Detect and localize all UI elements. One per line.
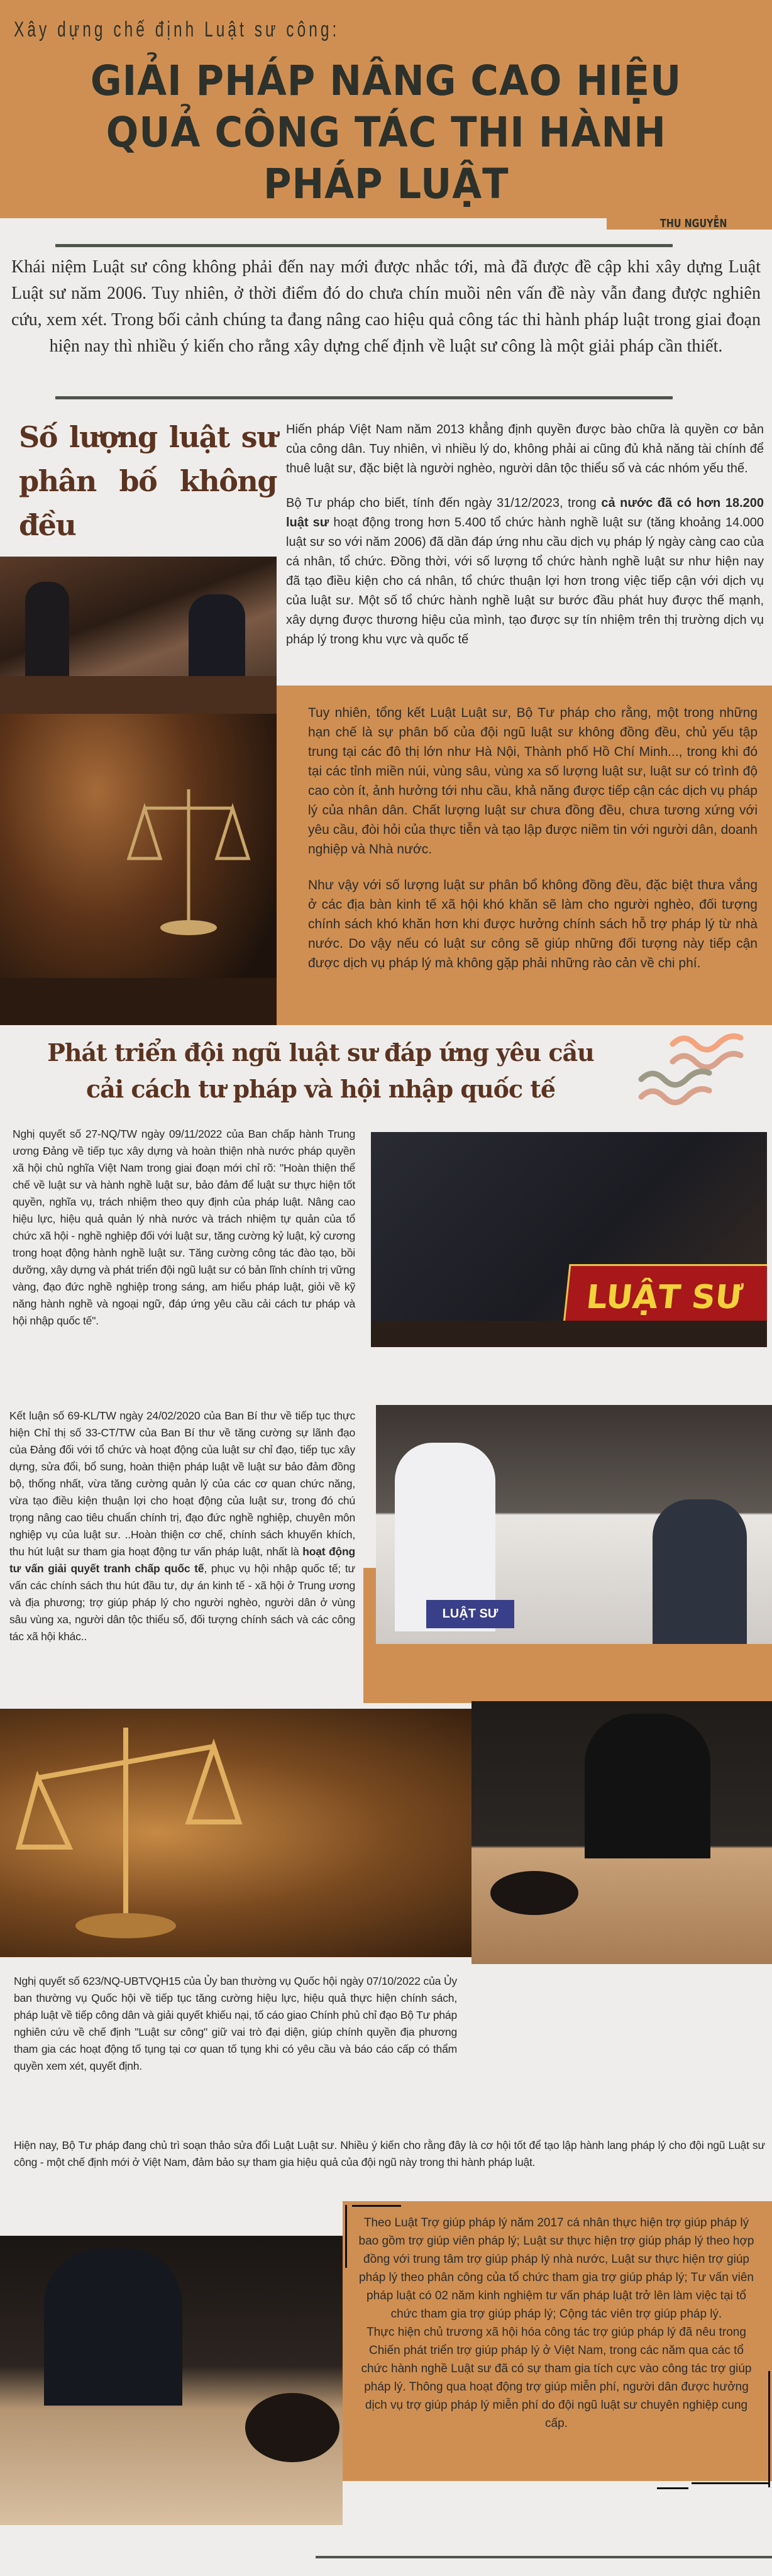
divider xyxy=(55,244,673,247)
desk xyxy=(0,676,277,714)
courtroom-lawyers-photo xyxy=(376,1405,772,1644)
gavel-icon xyxy=(245,2393,339,2462)
paragraph: Như vậy với số lượng luật sư phân bổ không đồng đều, đặc biệt thưa vắng ở các địa bàn kinh tế xã hội khó khăn sẽ làm cho người nghèo, đối tượng chính sách khó khăn hơn khi được hưởng chính sách hỗ trợ pháp lý từ nhà nước. Do vậy nếu có luật sư công sẽ giúp những đối tượng này tiếp cận được dịch vụ pháp lý mà không gặp phải những rào cản về chi phí. xyxy=(308,878,758,970)
paragraph xyxy=(9,1407,355,1645)
title-line: PHÁP LUẬT xyxy=(263,160,509,208)
lawyer-name-sign: LUẬT SƯ xyxy=(426,1600,514,1628)
page-title xyxy=(0,55,772,210)
highlight: cả nước đã có hơn 18.200 luật sư xyxy=(286,496,764,530)
paragraph: Tuy nhiên, tổng kết Luật Luật sư, Bộ Tư pháp cho rằng, một trong những hạn chế là sự phân bố của đội ngũ luật sư không đồng đều, chủ yếu tập trung tại các đô thị lớn như Hà Nội, Thành phố Hồ Chí Minh..., trong khi đó tại các tỉnh miền núi, vùng sâu, vùng xa số lượng luật sư, luật sư có trình độ cao còn ít, ảnh hưởng tới nhu cầu, khả năng được tiếp cận các dịch vụ pháp lý của nhân dân. Chất lượng luật sư chưa đồng đều, chưa tương xứng với yêu cầu, đòi hỏi của thực tiễn và tạo lập được niềm tin với người dân, doanh nghiệp và Nhà nước. xyxy=(308,706,758,857)
figure-silhouette xyxy=(44,2248,182,2406)
paragraph xyxy=(355,2214,758,2433)
text: Thực hiện chủ trương xã hội hóa công tác trợ giúp pháp lý đã nêu trong Chiến phát triển trợ giúp pháp lý ở Việt Nam, trong các năm qua các tổ chức hành nghề Luật sư đã có sự tham gia tích cực vào công tác trợ giúp pháp lý. Thông qua hoạt động trợ giúp miễn phí, người dân được hưởng dịch vụ trợ giúp pháp lý miễn phí do đội ngũ luật sư chuyên nghiệp cung cấp. xyxy=(361,2326,752,2430)
callout-box xyxy=(343,2201,772,2481)
figure-silhouette xyxy=(585,1714,710,1858)
divider xyxy=(55,396,673,399)
section2-title xyxy=(6,1035,635,1108)
paragraph: Nghị quyết số 623/NQ-UBTVQH15 của Ủy ban thường vụ Quốc hội ngày 07/10/2022 của Ủy ban thường vụ Quốc hội về tiếp tục tăng cường hiệu lực, hiệu quả thực hiện chính sách, pháp luật về tiếp công dân và giải quyết khiếu nại, tố cáo giao Chính phủ chỉ đạo Bộ Tư pháp nghiên cứu về chế định "Luật sư công" giữ vai trò đại diện, giúp chính quyền địa phương tham gia các hoạt động tố tụng tại cơ quan tố tụng khi có yêu cầu và báo cáo cấp có thẩm quyền xem xét, quyết định. xyxy=(14,1975,457,2072)
scales-icon xyxy=(0,714,277,1025)
paragraph: Hiện nay, Bộ Tư pháp đang chủ trì soạn thảo sửa đổi Luật Luật sư. Nhiều ý kiến cho rằng đây là cơ hội tốt để tạo lập hành lang pháp lý cho đội ngũ Luật sư công - một chế định mới ở Việt Nam, đảm bảo sự tham gia hiệu quả của đội ngũ này trong thi hành pháp luật. xyxy=(14,2139,765,2168)
gavel-lawyer-photo xyxy=(471,1701,772,1964)
scales-photo xyxy=(0,1709,526,1957)
text: hoạt động trong hơn 5.400 tổ chức hành nghề luật sư (tăng khoảng 14.000 luật sư so với năm 2006) đã dần đáp ứng nhu cầu dịch vụ pháp lý ngày càng cao của cá nhân, tổ chức. Đồng thời, với số lượng tổ chức hành nghề luật sư như hiện nay đã tạo điều kiện cho cá nhân, tổ chức thuận lợi hơn trong việc tiếp cận với dịch vụ của luật sư. Một số tổ chức hành nghề luật sư bước đầu phát huy được thế mạnh, xây dựng được thương hiệu của mình, tạo được sự tín nhiệm trên thị trường dịch vụ pháp lý trong khu vực và quốc tế xyxy=(286,516,764,647)
sign-text: LUẬT SƯ xyxy=(584,1279,745,1316)
desk xyxy=(371,1321,767,1347)
lawyer-desk-photo xyxy=(371,1132,767,1347)
corner-line xyxy=(657,2487,688,2489)
title-line: Phát triển đội ngũ luật sư đáp ứng yêu cầu xyxy=(47,1038,594,1067)
text: , phục vụ hội nhập quốc tế; tư vấn các chính sách thu hút đầu tư, dự án kinh tế - xã hội ở Trung ương và địa phương; trợ giúp pháp lý cho người nghèo, người dân ở vùng sâu vùng xa, người dân tộc thiểu số, đối tượng chính sách và các công tác xã hội khác.. xyxy=(9,1562,356,1643)
paragraph: Nghị quyết số 27-NQ/TW ngày 09/11/2022 của Ban chấp hành Trung ương Đảng về tiếp tục xây dựng và hoàn thiện nhà nước pháp quyền xã hội chủ nghĩa Việt Nam trong giai đoạn mới chỉ rõ: "Hoàn thiện thể chế về luật sư và hành nghề luật sư, bảo đảm để luật sư thực hiện tốt quyền, nghĩa vụ, trách nhiệm theo quy định của pháp luật. Nâng cao hiệu lực, hiệu quả quản lý nhà nước và trách nhiệm tự quản của tổ chức xã hội - nghề nghiệp đối với luật sư, tăng cường kỷ luật, kỷ cương trong hoạt động hành nghề luật sư. Tăng cường công tác đào tạo, bồi dưỡng, xây dựng và phát triển đội ngũ luật sư có bản lĩnh chính trị vững vàng, đạo đức nghề nghiệp trong sáng, am hiểu pháp luật, giỏi về kỹ năng hành nghề và ngoại ngữ, đáp ứng yêu cầu cải cách tư pháp và hội nhập quốc tế". xyxy=(13,1128,355,1327)
corner-line xyxy=(768,2371,770,2487)
wave-decoration-icon xyxy=(635,1031,761,1107)
corner-line xyxy=(352,2205,401,2207)
divider xyxy=(316,2556,772,2558)
gavel-icon xyxy=(490,1871,578,1915)
callout-text xyxy=(308,703,758,973)
figure-silhouette xyxy=(189,594,245,682)
text: Theo Luật Trợ giúp pháp lý năm 2017 cá nhân thực hiện trợ giúp pháp lý bao gồm trợ giúp viên pháp lý; Luật sư thực hiện trợ giúp pháp lý theo hợp đồng với trung tâm trợ giúp pháp lý nhà nước, Luật sư thực hiện trợ giúp pháp lý theo phân công của tổ chức tham gia trợ giúp pháp lý; Tư vấn viên pháp luật có 02 năm kinh nghiệm tư vấn pháp luật trở lên làm việc tại tổ chức tham gia trợ giúp pháp lý; Cộng tác viên trợ giúp pháp lý. xyxy=(358,2216,754,2321)
section1-title: Số lượng luật sư phân bố không đều xyxy=(19,420,277,542)
callout-box xyxy=(277,686,772,1025)
lawyer-writing-photo xyxy=(0,2236,343,2525)
author-byline: THU NGUYỄN xyxy=(660,217,727,230)
paragraph xyxy=(286,494,764,650)
text: Kết luận số 69-KL/TW ngày 24/02/2020 của Ban Bí thư về tiếp tục thực hiện Chỉ thị số 33-CT/TW của Ban Bí thư về tăng cường sự lãnh đạo của Đảng đối với tổ chức và hoạt động của luật sư chỉ đạo, tiếp tục xây dựng, sửa đổi, bổ sung, hoàn thiện pháp luật về luật sư bảo đảm đồng bộ, thống nhất, vừa tăng cường quản lý của các cơ quan chức năng, vừa tạo điều kiện thuận lợi cho hoạt động của luật sư, trong đó chú trọng nâng cao tiêu chuẩn chính trị, đạo đức nghề nghiệp, chuyên môn nghiệp vụ của luật sư. ..Hoàn thiện cơ chế, chính sách khuyến khích, thu hút luật sư tham gia hoạt động tư vấn pháp luật, nhất là xyxy=(9,1409,355,1558)
scales-icon xyxy=(0,1709,526,1957)
kicker: Xây dựng chế định Luật sư công: xyxy=(14,18,340,42)
title-line: cải cách tư pháp và hội nhập quốc tế xyxy=(85,1075,556,1103)
corner-line xyxy=(692,2482,770,2484)
paragraph: Hiến pháp Việt Nam năm 2013 khẳng định quyền được bào chữa là quyền cơ bản của công dân. Tuy nhiên, vì nhiều lý do, không phải ai cũng đủ khả năng tài chính để thuê luật sư, đặc biệt là người nghèo, người dân tộc thiểu số và các nhóm yếu thế. xyxy=(286,423,764,475)
section1-text xyxy=(286,420,764,650)
text: Bộ Tư pháp cho biết, tính đến ngày 31/12/2023, trong xyxy=(286,496,602,510)
corner-line xyxy=(345,2205,347,2268)
courtroom-photo xyxy=(0,557,277,714)
scales-of-justice-photo xyxy=(0,714,277,1025)
figure-silhouette xyxy=(25,582,69,676)
title-line: QUẢ CÔNG TÁC THI HÀNH xyxy=(106,108,666,157)
figure-silhouette xyxy=(653,1499,747,1644)
intro-paragraph: Khái niệm Luật sư công không phải đến nay mới được nhắc tới, mà đã được đề cập khi xây dựng Luật Luật sư năm 2006. Tuy nhiên, ở thời điểm đó do chưa chín muồi nên vấn đề này vẫn đang được nghiên cứu, xem xét. Trong bối cảnh chúng ta đang nâng cao hiệu quả công tác thi hành pháp luật trong giai đoạn hiện nay thì nhiều ý kiến cho rằng xây dựng chế định về luật sư công là một giải pháp cần thiết. xyxy=(11,257,761,356)
highlight: hoạt động tư vấn giải quyết tranh chấp quốc tế xyxy=(9,1545,355,1575)
title-line: GIẢI PHÁP NÂNG CAO HIỆU xyxy=(90,57,682,105)
